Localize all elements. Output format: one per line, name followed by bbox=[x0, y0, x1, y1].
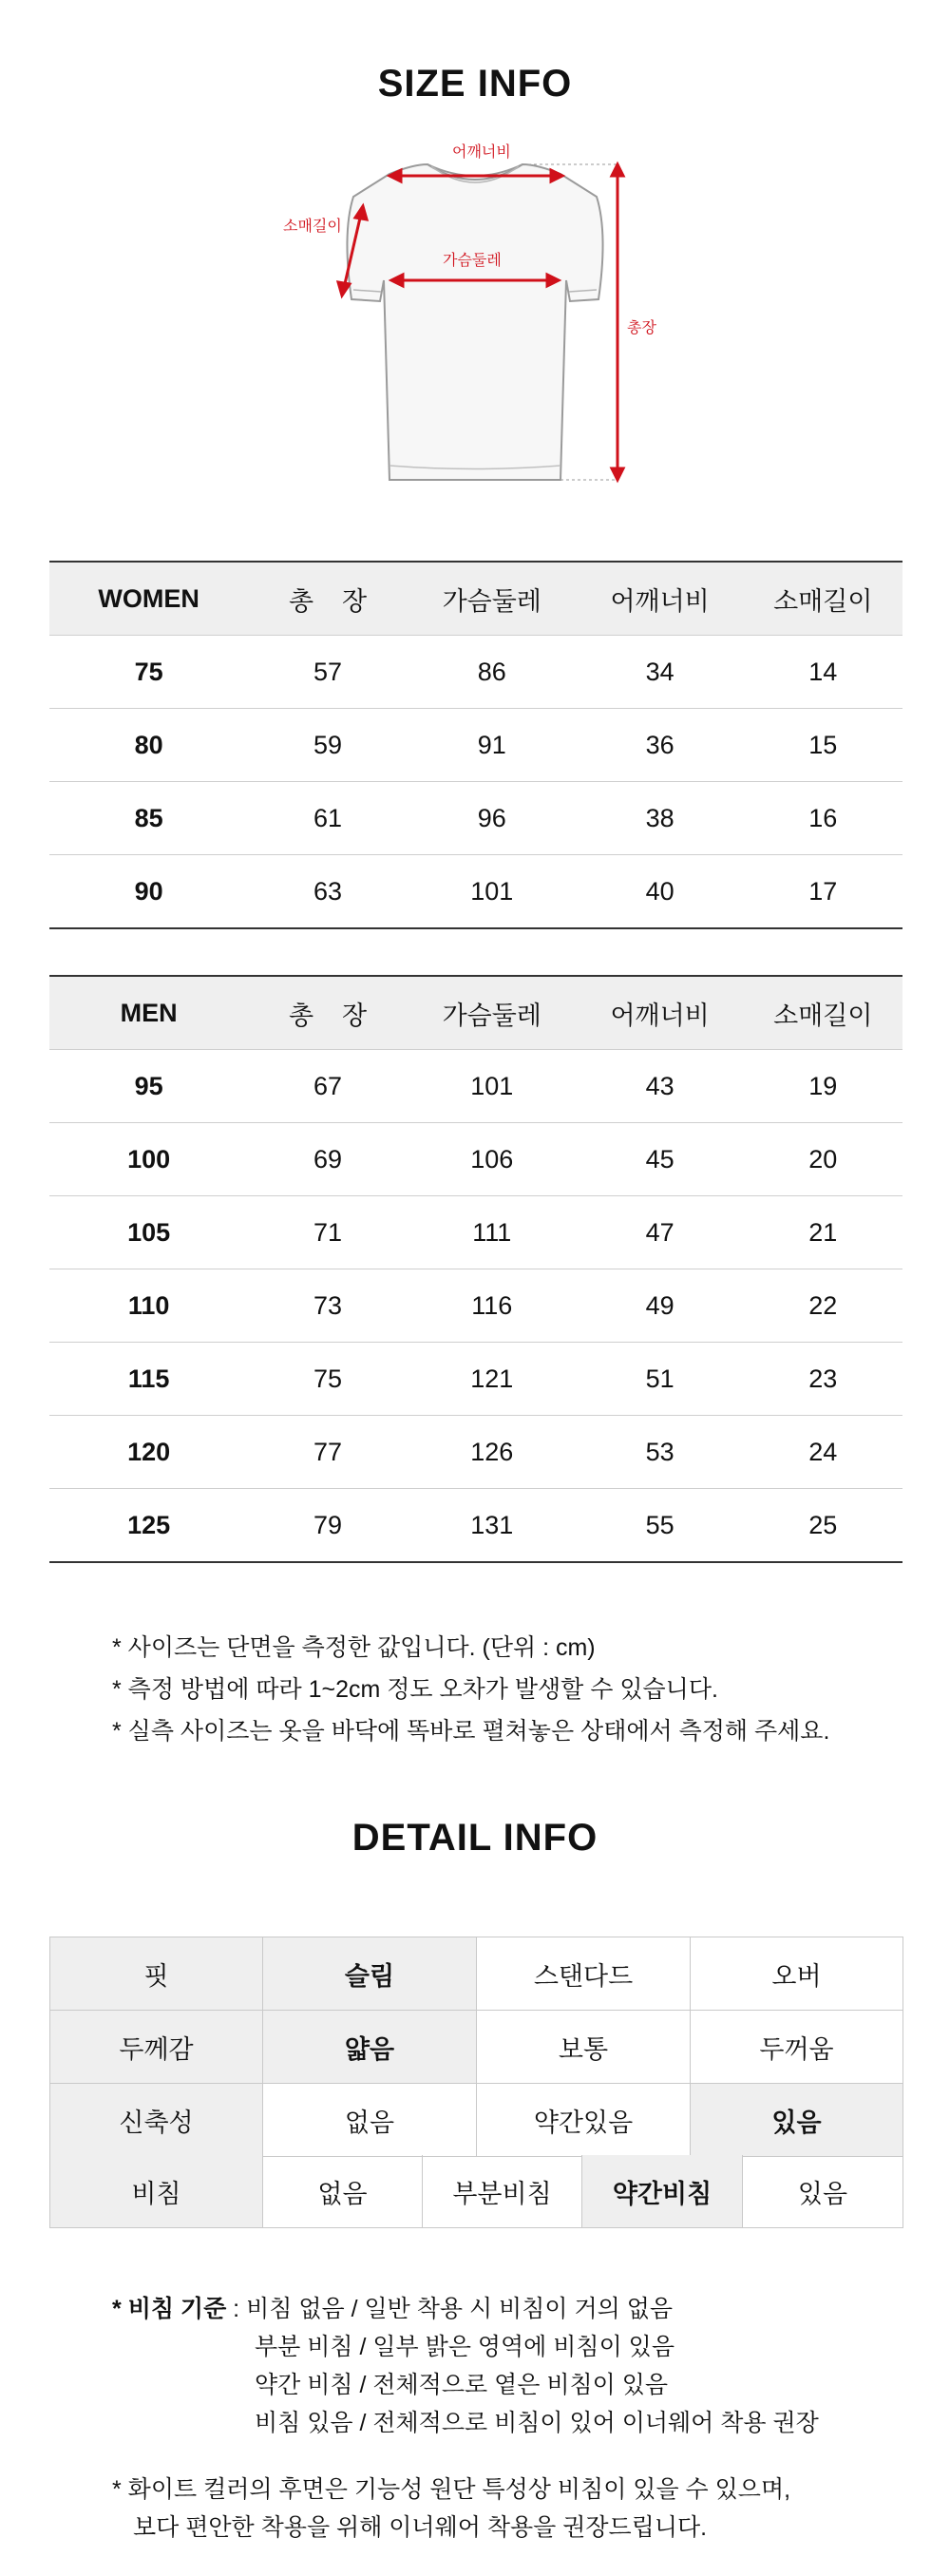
detail-option: 스탠다드 bbox=[477, 1937, 691, 2011]
detail-label: 두께감 bbox=[50, 2011, 263, 2084]
footnote-line: 보다 편안한 착용을 위해 이너웨어 착용을 권장드립니다. bbox=[133, 2514, 708, 2541]
detail-option-selected: 얇음 bbox=[263, 2011, 477, 2084]
table-header-row bbox=[49, 562, 902, 636]
column-header: WOMEN bbox=[49, 562, 248, 636]
sleeve-label: 소매길이 bbox=[283, 219, 342, 235]
table-cell: 131 bbox=[408, 1489, 577, 1563]
table-cell: 77 bbox=[248, 1416, 407, 1489]
table-cell: 91 bbox=[408, 709, 577, 782]
criteria-line: 약간 비침 / 전체적으로 옅은 비침이 있음 bbox=[255, 2372, 669, 2398]
table-cell: 111 bbox=[408, 1196, 577, 1269]
table-cell: 24 bbox=[744, 1416, 902, 1489]
table-row bbox=[49, 636, 902, 709]
column-header: 어깨너비 bbox=[577, 976, 744, 1050]
detail-info-title: DETAIL INFO bbox=[352, 1817, 598, 1859]
table-row bbox=[49, 1343, 902, 1416]
size-cell: 115 bbox=[49, 1343, 248, 1416]
table-row bbox=[49, 1269, 902, 1343]
column-header: 총 장 bbox=[248, 562, 407, 636]
table-cell: 101 bbox=[408, 855, 577, 929]
footnote-line: * 화이트 컬러의 후면은 기능성 원단 특성상 비침이 있을 수 있으며, bbox=[112, 2476, 791, 2503]
tshirt-illustration bbox=[238, 138, 712, 499]
table-row bbox=[49, 1196, 902, 1269]
detail-option: 보통 bbox=[477, 2011, 691, 2084]
detail-row-fit bbox=[50, 1937, 903, 2011]
table-cell: 86 bbox=[408, 636, 577, 709]
table-row bbox=[49, 855, 902, 929]
table-row bbox=[49, 1050, 902, 1123]
detail-option-selected: 있음 bbox=[691, 2084, 903, 2157]
column-header: 어깨너비 bbox=[577, 562, 744, 636]
table-cell: 36 bbox=[577, 709, 744, 782]
detail-table-sheerness bbox=[49, 2155, 903, 2228]
table-cell: 43 bbox=[577, 1050, 744, 1123]
column-header: 소매길이 bbox=[744, 976, 902, 1050]
detail-option: 오버 bbox=[691, 1937, 903, 2011]
table-cell: 23 bbox=[744, 1343, 902, 1416]
table-cell: 34 bbox=[577, 636, 744, 709]
detail-option: 있음 bbox=[743, 2155, 903, 2228]
detail-label: 신축성 bbox=[50, 2084, 263, 2157]
table-cell: 25 bbox=[744, 1489, 902, 1563]
size-cell: 120 bbox=[49, 1416, 248, 1489]
table-cell: 22 bbox=[744, 1269, 902, 1343]
criteria-colon: : bbox=[226, 2296, 247, 2322]
table-cell: 69 bbox=[248, 1123, 407, 1196]
criteria-key: 비침 기준 bbox=[127, 2296, 227, 2322]
table-row bbox=[49, 709, 902, 782]
size-notes bbox=[112, 1627, 829, 1752]
detail-label: 비침 bbox=[50, 2155, 263, 2228]
detail-row-thickness bbox=[50, 2011, 903, 2084]
length-label: 총장 bbox=[627, 320, 656, 336]
table-row bbox=[49, 1416, 902, 1489]
table-cell: 38 bbox=[577, 782, 744, 855]
size-cell: 125 bbox=[49, 1489, 248, 1563]
detail-option: 두꺼움 bbox=[691, 2011, 903, 2084]
detail-option: 부분비침 bbox=[423, 2155, 582, 2228]
column-header: 소매길이 bbox=[744, 562, 902, 636]
table-cell: 40 bbox=[577, 855, 744, 929]
detail-option-selected: 슬림 bbox=[263, 1937, 477, 2011]
table-cell: 96 bbox=[408, 782, 577, 855]
detail-row-stretch bbox=[50, 2084, 903, 2157]
table-cell: 15 bbox=[744, 709, 902, 782]
table-row bbox=[49, 1123, 902, 1196]
table-cell: 57 bbox=[248, 636, 407, 709]
table-cell: 73 bbox=[248, 1269, 407, 1343]
table-row bbox=[49, 782, 902, 855]
tshirt-measurement-diagram bbox=[238, 138, 712, 499]
table-cell: 47 bbox=[577, 1196, 744, 1269]
column-header: 가슴둘레 bbox=[408, 562, 577, 636]
table-cell: 75 bbox=[248, 1343, 407, 1416]
table-cell: 121 bbox=[408, 1343, 577, 1416]
table-cell: 20 bbox=[744, 1123, 902, 1196]
criteria-line: 비침 없음 / 일반 착용 시 비침이 거의 없음 bbox=[246, 2296, 673, 2322]
column-header: MEN bbox=[49, 976, 248, 1050]
chest-label: 가슴둘레 bbox=[443, 253, 502, 269]
table-cell: 53 bbox=[577, 1416, 744, 1489]
table-cell: 61 bbox=[248, 782, 407, 855]
table-cell: 45 bbox=[577, 1123, 744, 1196]
size-cell: 105 bbox=[49, 1196, 248, 1269]
criteria-prefix: * bbox=[112, 2296, 128, 2322]
table-cell: 79 bbox=[248, 1489, 407, 1563]
detail-row-sheerness bbox=[50, 2155, 903, 2228]
table-cell: 116 bbox=[408, 1269, 577, 1343]
size-cell: 75 bbox=[49, 636, 248, 709]
table-cell: 16 bbox=[744, 782, 902, 855]
note-line: * 사이즈는 단면을 측정한 값입니다. (단위 : cm) bbox=[112, 1634, 596, 1661]
white-color-footnote bbox=[112, 2471, 790, 2547]
criteria-line: 부분 비침 / 일부 밝은 영역에 비침이 있음 bbox=[255, 2334, 674, 2360]
men-size-table bbox=[49, 975, 902, 1563]
size-cell: 100 bbox=[49, 1123, 248, 1196]
criteria-line: 비침 있음 / 전체적으로 비침이 있어 이너웨어 착용 권장 bbox=[255, 2410, 819, 2436]
table-cell: 19 bbox=[744, 1050, 902, 1123]
table-cell: 126 bbox=[408, 1416, 577, 1489]
table-cell: 55 bbox=[577, 1489, 744, 1563]
table-cell: 51 bbox=[577, 1343, 744, 1416]
table-cell: 17 bbox=[744, 855, 902, 929]
size-cell: 110 bbox=[49, 1269, 248, 1343]
table-cell: 49 bbox=[577, 1269, 744, 1343]
table-header-row bbox=[49, 976, 902, 1050]
detail-option: 약간있음 bbox=[477, 2084, 691, 2157]
women-size-table bbox=[49, 561, 902, 929]
table-cell: 67 bbox=[248, 1050, 407, 1123]
detail-label: 핏 bbox=[50, 1937, 263, 2011]
size-cell: 90 bbox=[49, 855, 248, 929]
detail-table bbox=[49, 1937, 903, 2157]
column-header: 가슴둘레 bbox=[408, 976, 577, 1050]
detail-option: 없음 bbox=[263, 2084, 477, 2157]
shoulder-label: 어깨너비 bbox=[452, 144, 511, 161]
note-line: * 실측 사이즈는 옷을 바닥에 똑바로 펼쳐놓은 상태에서 측정해 주세요. bbox=[112, 1718, 830, 1745]
table-row bbox=[49, 1489, 902, 1563]
table-cell: 59 bbox=[248, 709, 407, 782]
detail-option: 없음 bbox=[263, 2155, 423, 2228]
table-cell: 14 bbox=[744, 636, 902, 709]
table-cell: 101 bbox=[408, 1050, 577, 1123]
column-header: 총 장 bbox=[248, 976, 407, 1050]
table-cell: 71 bbox=[248, 1196, 407, 1269]
size-info-title: SIZE INFO bbox=[377, 63, 573, 105]
size-cell: 85 bbox=[49, 782, 248, 855]
table-cell: 63 bbox=[248, 855, 407, 929]
size-cell: 80 bbox=[49, 709, 248, 782]
table-cell: 21 bbox=[744, 1196, 902, 1269]
table-cell: 106 bbox=[408, 1123, 577, 1196]
sheerness-criteria bbox=[112, 2290, 819, 2442]
detail-option-selected: 약간비침 bbox=[582, 2155, 743, 2228]
size-cell: 95 bbox=[49, 1050, 248, 1123]
note-line: * 측정 방법에 따라 1~2cm 정도 오차가 발생할 수 있습니다. bbox=[112, 1676, 718, 1703]
